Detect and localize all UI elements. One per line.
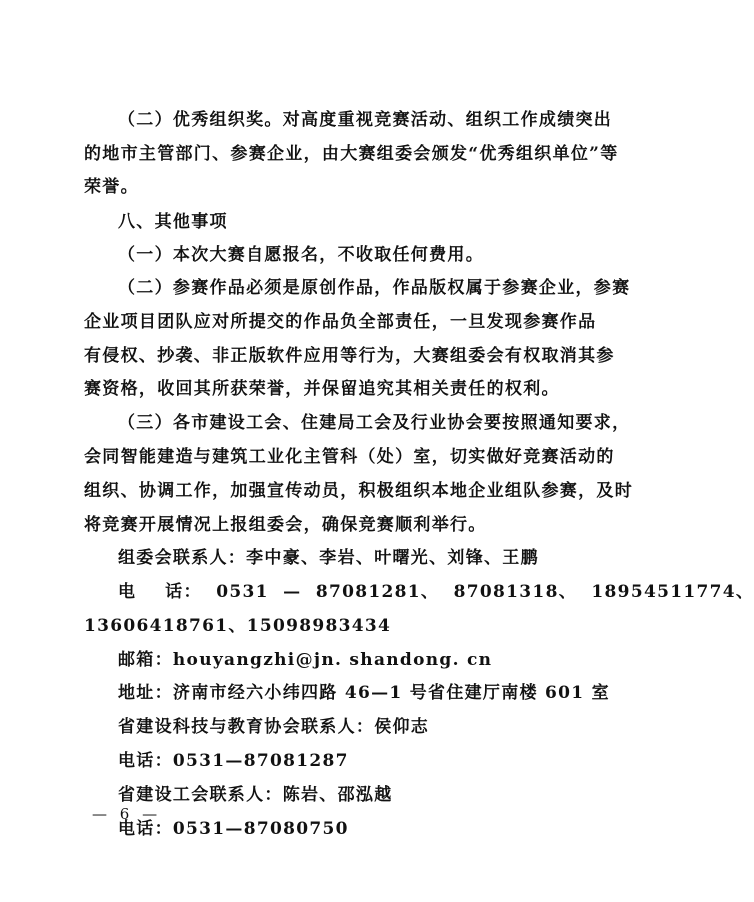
page-number: — 6 — [92,805,162,823]
contact-line: 省建设工会联系人：陈岩、邵泓越 [118,785,393,805]
contact-line: 组委会联系人：李中豪、李岩、叶曙光、刘锋、王鹏 [118,548,539,568]
paragraph-line: （一）本次大赛自愿报名，不收取任何费用。 [118,245,484,265]
contact-line: 电话：0531—87081287 [118,751,349,771]
paragraph-line: 荣誉。 [84,177,139,197]
paragraph-line: 将竞赛开展情况上报组委会，确保竞赛顺利举行。 [84,515,487,535]
contact-line: 地址：济南市经六小纬四路 46—1 号省住建厅南楼 601 室 [118,683,610,703]
paragraph-line: 的地市主管部门、参赛企业，由大赛组委会颁发“优秀组织单位”等 [84,144,619,164]
paragraph-line: 企业项目团队应对所提交的作品负全部责任，一旦发现参赛作品 [84,312,597,332]
paragraph-line: （二）优秀组织奖。对高度重视竞赛活动、组织工作成绩突出 [118,110,613,130]
paragraph-line: 有侵权、抄袭、非正版软件应用等行为，大赛组委会有权取消其参 [84,346,615,366]
paragraph-line: 赛资格，收回其所获荣誉，并保留追究其相关责任的权利。 [84,379,560,399]
paragraph-line: 会同智能建造与建筑工业化主管科（处）室，切实做好竞赛活动的 [84,447,615,467]
section-heading: 八、其他事项 [118,212,228,232]
contact-line: 电 话： 0531 — 87081281、 87081318、 18954511774、 [118,582,754,602]
contact-line: 13606418761、15098983434 [84,616,392,636]
paragraph-line: 组织、协调工作，加强宣传动员，积极组织本地企业组队参赛，及时 [84,481,633,501]
contact-line: 邮箱：houyangzhi@jn. shandong. cn [118,650,493,670]
paragraph-line: （二）参赛作品必须是原创作品，作品版权属于参赛企业，参赛 [118,278,631,298]
contact-line: 电话：0531—87080750 [118,819,349,839]
contact-line: 省建设科技与教育协会联系人：侯仰志 [118,717,430,737]
paragraph-line: （三）各市建设工会、住建局工会及行业协会要按照通知要求， [118,413,631,433]
